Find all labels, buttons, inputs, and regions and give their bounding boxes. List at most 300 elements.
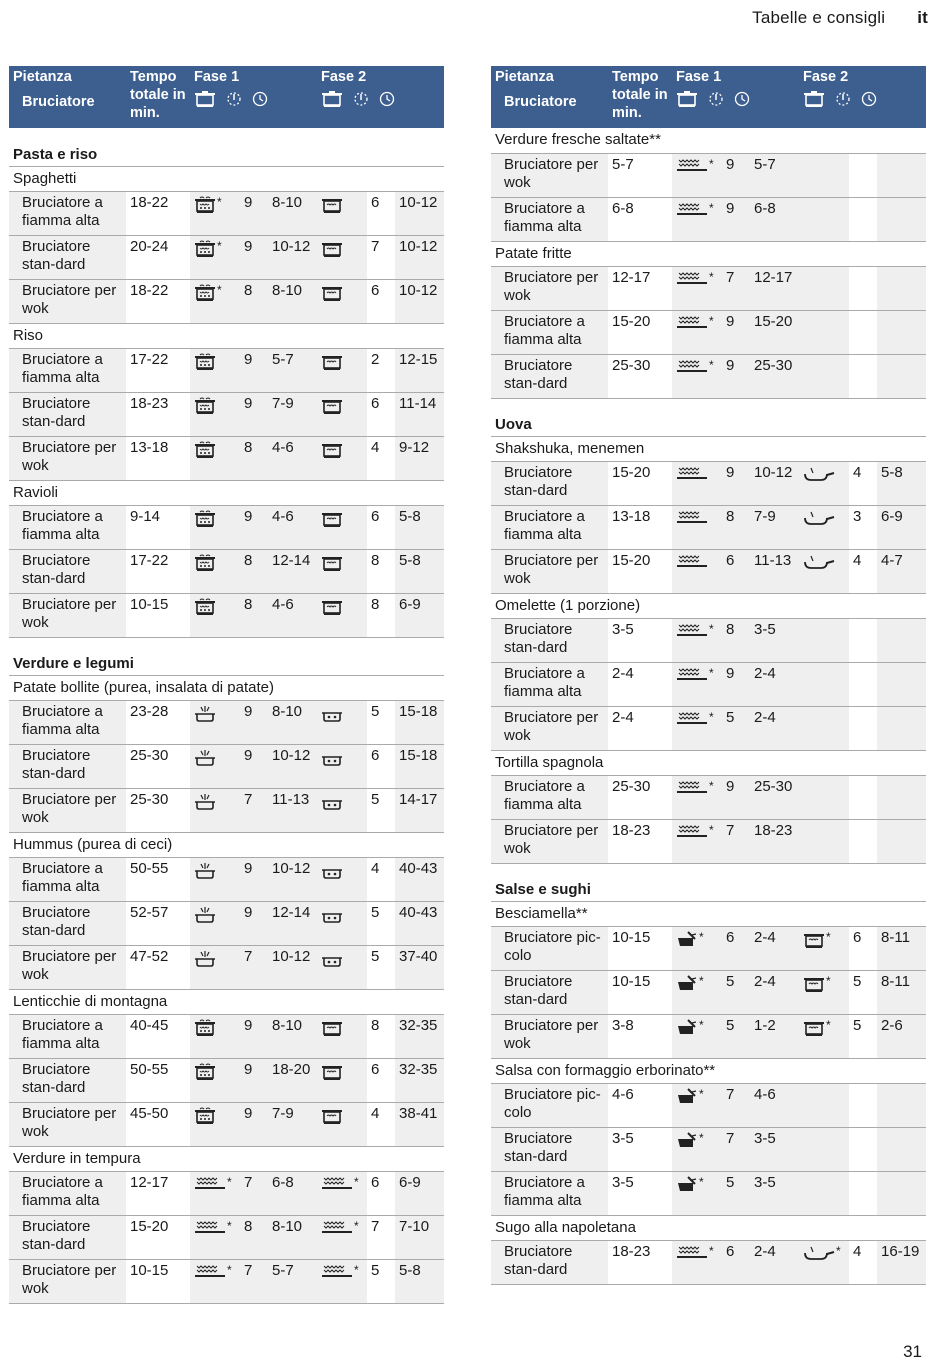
phase1-cookware [672, 505, 722, 549]
footnote-star: * [699, 1017, 704, 1032]
phase1-cookware [672, 354, 722, 398]
dish-column-header: Pietanza Bruciatore [9, 66, 126, 128]
phase1-cookware [190, 392, 240, 436]
phase1-cookware [672, 153, 722, 197]
pan-steam-icon [194, 950, 216, 968]
table-body-left [9, 128, 444, 1303]
burner-name: Bruciatore a fiamma alta [9, 505, 126, 549]
burner-row [9, 1259, 444, 1303]
burner-name: Bruciatore per wok [491, 1014, 608, 1058]
phase2-cookware [317, 857, 367, 901]
fry-icon [321, 1176, 359, 1194]
footnote-star: * [709, 778, 714, 793]
phase2-cookware [317, 700, 367, 744]
phase1-cookware [672, 310, 722, 354]
dish-label: Besciamella** [491, 901, 926, 926]
burner-name: Bruciatore per wok [491, 706, 608, 750]
phase2-cookware [799, 461, 849, 505]
phase2-time: 7-10 [395, 1215, 444, 1259]
burner-name: Bruciatore pic-colo [491, 1083, 608, 1127]
phase1-cookware [672, 819, 722, 863]
fry-icon [676, 780, 714, 798]
phase2-time: 8-11 [877, 970, 926, 1014]
phase2-time [877, 354, 926, 398]
phase1-time: 2-4 [750, 926, 799, 970]
burner-row [491, 1240, 926, 1284]
phase2-cookware [317, 235, 367, 279]
burner-row [9, 1014, 444, 1058]
burner-name: Bruciatore per wok [491, 549, 608, 593]
phase1-power: 9 [722, 354, 750, 398]
page-number: 31 [903, 1342, 922, 1361]
dish-row [491, 128, 926, 153]
phase2-time: 10-12 [395, 235, 444, 279]
total-time-column-header: Tempo totale in min. [126, 66, 190, 128]
sauce-icon [676, 1019, 704, 1037]
phase1-power: 9 [240, 1014, 268, 1058]
burner-name: Bruciatore stan-dard [491, 1127, 608, 1171]
phase1-cookware [190, 235, 240, 279]
phase1-time: 8-10 [268, 700, 317, 744]
phase1-time: 4-6 [268, 593, 317, 637]
phase1-cookware [190, 1058, 240, 1102]
dish-label: Salsa con formaggio erborinato** [491, 1058, 926, 1083]
dish-row [491, 901, 926, 926]
phase2-time: 8-11 [877, 926, 926, 970]
phase1-power: 5 [722, 1171, 750, 1215]
cooking-table-right [491, 66, 926, 1285]
pan-steam-icon [194, 906, 216, 924]
cookware-icon [676, 90, 698, 108]
pot-simmer-icon [803, 975, 831, 993]
footnote-star: * [217, 194, 222, 209]
total-time: 9-14 [126, 505, 190, 549]
phase1-power: 6 [722, 1240, 750, 1284]
phase2-cookware [799, 354, 849, 398]
phase1-power: 8 [240, 279, 268, 323]
pan-flat-icon [803, 1245, 841, 1263]
fry-icon [676, 667, 714, 685]
phase1-power: 6 [722, 926, 750, 970]
pot-simmer-icon [321, 284, 343, 302]
pot-simmer-icon [321, 1019, 343, 1037]
phase1-time: 8-10 [268, 279, 317, 323]
phase2-cookware [799, 926, 849, 970]
phase1-cookware [190, 279, 240, 323]
language-code: it [917, 8, 928, 27]
phase2-power: 4 [849, 1240, 877, 1284]
phase1-time: 25-30 [750, 354, 799, 398]
burner-row [9, 1058, 444, 1102]
phase1-time: 3-5 [750, 1127, 799, 1171]
burner-row [491, 926, 926, 970]
table-header [9, 66, 444, 128]
burner-name: Bruciatore a fiamma alta [491, 197, 608, 241]
phase2-power: 6 [849, 926, 877, 970]
phase1-power: 9 [240, 700, 268, 744]
pot-simmer-icon [321, 510, 343, 528]
burner-row [491, 354, 926, 398]
phase2-time: 6-9 [395, 1171, 444, 1215]
burner-row [491, 1014, 926, 1058]
phase2-cookware [799, 1127, 849, 1171]
pot-simmer-icon [321, 397, 343, 415]
footnote-star: * [227, 1218, 232, 1233]
category-label: Pasta e riso [9, 128, 444, 166]
power-level-icon [353, 91, 369, 107]
cookware-icon [321, 90, 343, 108]
burner-name: Bruciatore per wok [491, 266, 608, 310]
total-time: 15-20 [126, 1215, 190, 1259]
burner-row [9, 505, 444, 549]
phase2-time: 10-12 [395, 191, 444, 235]
pot-simmer-icon [321, 598, 343, 616]
phase1-cookware [190, 1215, 240, 1259]
phase1-time: 25-30 [750, 775, 799, 819]
phase2-cookware [317, 392, 367, 436]
phase1-time: 10-12 [268, 945, 317, 989]
phase2-time [877, 197, 926, 241]
phase2-cookware [799, 505, 849, 549]
total-time: 3-5 [608, 1127, 672, 1171]
total-time: 10-15 [126, 1259, 190, 1303]
phase1-power: 7 [722, 1083, 750, 1127]
fry-icon [676, 202, 714, 220]
phase2-power: 7 [367, 1215, 395, 1259]
total-time: 40-45 [126, 1014, 190, 1058]
phase2-time: 12-15 [395, 348, 444, 392]
total-time: 5-7 [608, 153, 672, 197]
sauce-icon [676, 1176, 704, 1194]
phase2-cookware [317, 505, 367, 549]
total-time: 18-22 [126, 191, 190, 235]
dish-label: Riso [9, 323, 444, 348]
dish-label: Ravioli [9, 480, 444, 505]
phase2-cookware [799, 819, 849, 863]
pan-flat-icon [803, 466, 835, 484]
total-time: 23-28 [126, 700, 190, 744]
phase2-power: 4 [367, 436, 395, 480]
total-time: 12-17 [608, 266, 672, 310]
pot-boil-icon [194, 284, 222, 302]
phase2-power: 5 [367, 788, 395, 832]
phase2-cookware [799, 153, 849, 197]
phase1-power: 7 [722, 1127, 750, 1171]
burner-row [491, 1083, 926, 1127]
phase2-time: 5-8 [395, 505, 444, 549]
phase2-time [877, 662, 926, 706]
phase1-time: 4-6 [268, 436, 317, 480]
phase2-power [849, 618, 877, 662]
phase1-time: 6-8 [268, 1171, 317, 1215]
phase2-time: 15-18 [395, 744, 444, 788]
category-label: Salse e sughi [491, 863, 926, 901]
clock-icon [379, 91, 395, 107]
dish-label: Tortilla spagnola [491, 750, 926, 775]
fry-icon [676, 711, 714, 729]
phase1-power: 9 [240, 857, 268, 901]
phase2-cookware [799, 970, 849, 1014]
sauce-icon [676, 931, 704, 949]
phase1-cookware [190, 945, 240, 989]
pot-simmer-icon [321, 554, 343, 572]
phase2-time: 40-43 [395, 857, 444, 901]
phase2-cookware [799, 266, 849, 310]
phase1-cookware [190, 1171, 240, 1215]
pan-steam-icon [194, 793, 216, 811]
phase1-power: 5 [722, 1014, 750, 1058]
dish-label: Patate fritte [491, 241, 926, 266]
fry-icon [676, 510, 708, 528]
phase1-power: 6 [722, 549, 750, 593]
burner-name: Bruciatore a fiamma alta [9, 1171, 126, 1215]
total-time: 6-8 [608, 197, 672, 241]
phase2-cookware [317, 1058, 367, 1102]
burner-name: Bruciatore a fiamma alta [9, 857, 126, 901]
phase2-power [849, 310, 877, 354]
clock-icon [861, 91, 877, 107]
total-time: 17-22 [126, 549, 190, 593]
fry-icon [194, 1264, 232, 1282]
phase1-time: 3-5 [750, 618, 799, 662]
phase1-cookware [672, 970, 722, 1014]
total-time: 13-18 [126, 436, 190, 480]
phase2-cookware [317, 901, 367, 945]
burner-row [491, 505, 926, 549]
phase1-time: 11-13 [268, 788, 317, 832]
fry-icon [676, 315, 714, 333]
total-time: 15-20 [608, 549, 672, 593]
phase1-cookware [672, 706, 722, 750]
phase1-power: 5 [722, 706, 750, 750]
burner-name: Bruciatore per wok [9, 279, 126, 323]
burner-row [491, 819, 926, 863]
burner-name: Bruciatore stan-dard [491, 1240, 608, 1284]
pan-steam-icon [194, 749, 216, 767]
phase2-time: 40-43 [395, 901, 444, 945]
burner-row [491, 618, 926, 662]
phase1-time: 3-5 [750, 1171, 799, 1215]
dish-row [491, 593, 926, 618]
burner-name: Bruciatore per wok [9, 436, 126, 480]
burner-name: Bruciatore stan-dard [9, 1215, 126, 1259]
phase2-time [877, 266, 926, 310]
phase1-power: 7 [240, 1259, 268, 1303]
phase2-power: 6 [367, 279, 395, 323]
phase1-cookware [672, 926, 722, 970]
burner-name: Bruciatore stan-dard [491, 618, 608, 662]
fry-icon [676, 158, 714, 176]
phase1-power: 9 [240, 392, 268, 436]
burner-row [9, 788, 444, 832]
dish-row [9, 323, 444, 348]
burner-name: Bruciatore a fiamma alta [491, 505, 608, 549]
phase1-cookware [672, 1171, 722, 1215]
phase2-time [877, 1127, 926, 1171]
total-time: 10-15 [126, 593, 190, 637]
fry-icon [676, 824, 714, 842]
total-time: 45-50 [126, 1102, 190, 1146]
total-time: 50-55 [126, 857, 190, 901]
total-time: 17-22 [126, 348, 190, 392]
total-time: 50-55 [126, 1058, 190, 1102]
burner-name: Bruciatore stan-dard [9, 392, 126, 436]
burner-name: Bruciatore stan-dard [491, 970, 608, 1014]
pan-low-icon [321, 705, 343, 723]
phase2-power: 6 [367, 1058, 395, 1102]
phase1-power: 7 [722, 819, 750, 863]
category-row [491, 398, 926, 436]
footnote-star: * [354, 1218, 359, 1233]
phase2-power: 2 [367, 348, 395, 392]
phase2-power: 3 [849, 505, 877, 549]
pan-steam-icon [194, 705, 216, 723]
pan-flat-icon [803, 554, 835, 572]
burner-row [491, 197, 926, 241]
burner-name: Bruciatore stan-dard [491, 461, 608, 505]
footnote-star: * [699, 1086, 704, 1101]
phase1-cookware [190, 1259, 240, 1303]
burner-row [9, 392, 444, 436]
burner-name: Bruciatore per wok [9, 593, 126, 637]
phase2-cookware [799, 197, 849, 241]
phase2-cookware [799, 549, 849, 593]
sauce-icon [676, 1132, 704, 1150]
total-time: 18-23 [608, 1240, 672, 1284]
phase2-time: 38-41 [395, 1102, 444, 1146]
phase2-power: 5 [367, 1259, 395, 1303]
phase2-power: 8 [367, 549, 395, 593]
phase2-cookware [317, 1171, 367, 1215]
total-time: 15-20 [608, 310, 672, 354]
dish-row [9, 480, 444, 505]
phase2-power: 5 [367, 700, 395, 744]
phase1-power: 9 [240, 348, 268, 392]
phase1-cookware [672, 775, 722, 819]
phase2-cookware [317, 788, 367, 832]
fry-icon [194, 1220, 232, 1238]
phase2-power: 6 [367, 744, 395, 788]
phase1-power: 9 [722, 197, 750, 241]
phase1-cookware [190, 1102, 240, 1146]
phase1-cookware [672, 618, 722, 662]
phase1-time: 4-6 [750, 1083, 799, 1127]
phase1-power: 9 [240, 1102, 268, 1146]
phase1-cookware [190, 901, 240, 945]
pot-boil-icon [194, 196, 222, 214]
phase2-cookware [317, 191, 367, 235]
fry-icon [676, 271, 714, 289]
dish-label: Hummus (purea di ceci) [9, 832, 444, 857]
phase1-column-header: Fase 1 [190, 66, 317, 128]
phase1-time: 11-13 [750, 549, 799, 593]
phase1-power: 9 [240, 505, 268, 549]
phase1-cookware [672, 461, 722, 505]
burner-row [9, 436, 444, 480]
phase1-cookware [190, 549, 240, 593]
pot-boil-icon [194, 1019, 216, 1037]
fry-icon [321, 1264, 359, 1282]
phase1-column-header: Fase 1 [672, 66, 799, 128]
page-header [752, 8, 928, 28]
footnote-star: * [354, 1262, 359, 1277]
footnote-star: * [227, 1262, 232, 1277]
sauce-icon [676, 1088, 704, 1106]
total-time: 13-18 [608, 505, 672, 549]
pot-boil-icon [194, 598, 216, 616]
phase1-time: 2-4 [750, 706, 799, 750]
burner-row [9, 348, 444, 392]
footnote-star: * [836, 1243, 841, 1258]
footnote-star: * [709, 621, 714, 636]
phase2-cookware [317, 593, 367, 637]
dish-row [491, 241, 926, 266]
pot-simmer-icon [803, 931, 831, 949]
phase1-power: 9 [722, 461, 750, 505]
phase2-time [877, 618, 926, 662]
phase2-time: 11-14 [395, 392, 444, 436]
phase2-power: 6 [367, 392, 395, 436]
footnote-star: * [826, 973, 831, 988]
footnote-star: * [217, 238, 222, 253]
phase2-power [849, 197, 877, 241]
phase1-cookware [190, 436, 240, 480]
power-level-icon [835, 91, 851, 107]
phase1-cookware [190, 191, 240, 235]
total-time: 3-8 [608, 1014, 672, 1058]
burner-name: Bruciatore a fiamma alta [9, 348, 126, 392]
pot-simmer-icon [321, 1063, 343, 1081]
burner-name: Bruciatore stan-dard [9, 901, 126, 945]
phase1-power: 9 [722, 775, 750, 819]
burner-name: Bruciatore per wok [9, 788, 126, 832]
total-time: 25-30 [608, 775, 672, 819]
burner-name: Bruciatore a fiamma alta [491, 310, 608, 354]
fry-icon [676, 466, 708, 484]
phase2-power: 4 [367, 1102, 395, 1146]
phase1-cookware [190, 700, 240, 744]
phase2-time [877, 775, 926, 819]
burner-row [9, 1215, 444, 1259]
phase2-time: 9-12 [395, 436, 444, 480]
phase2-power: 5 [367, 945, 395, 989]
dish-label: Patate bollite (purea, insalata di patate) [9, 675, 444, 700]
phase2-cookware [317, 348, 367, 392]
pot-boil-icon [194, 240, 222, 258]
phase1-cookware [190, 857, 240, 901]
phase1-time: 2-4 [750, 662, 799, 706]
burner-name: Bruciatore per wok [9, 1102, 126, 1146]
phase1-power: 9 [240, 901, 268, 945]
burner-row [491, 461, 926, 505]
phase1-power: 9 [240, 191, 268, 235]
power-level-icon [226, 91, 242, 107]
category-label: Uova [491, 398, 926, 436]
footnote-star: * [709, 665, 714, 680]
phase2-time [877, 153, 926, 197]
total-time: 10-15 [608, 926, 672, 970]
phase1-power: 5 [722, 970, 750, 1014]
category-row [9, 637, 444, 675]
footnote-star: * [699, 1130, 704, 1145]
phase1-time: 10-12 [268, 235, 317, 279]
fry-icon [194, 1176, 232, 1194]
phase2-cookware [317, 436, 367, 480]
burner-row [9, 744, 444, 788]
phase2-time [877, 1171, 926, 1215]
phase1-power: 8 [240, 549, 268, 593]
phase2-time: 10-12 [395, 279, 444, 323]
